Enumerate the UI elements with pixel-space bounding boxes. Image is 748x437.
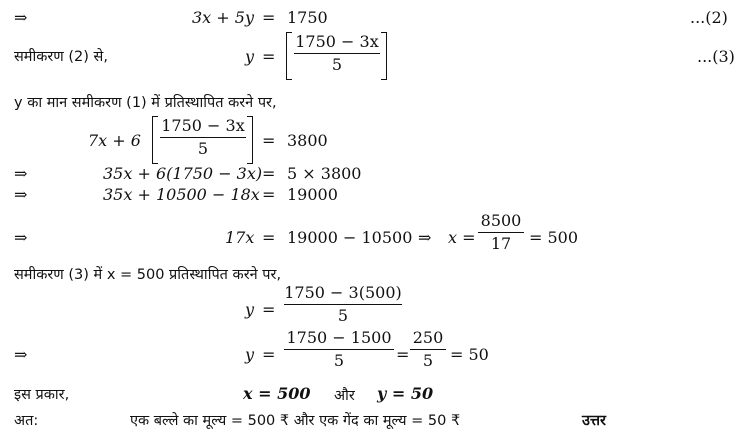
fraction-bar: [410, 349, 446, 350]
fraction: [294, 33, 380, 74]
fraction-bar: [284, 349, 394, 350]
denominator: 5: [333, 351, 345, 370]
arrow: ⇒: [14, 164, 28, 183]
fraction-bar: [478, 232, 524, 233]
numerator: 1750 − 3x: [295, 32, 379, 51]
equals: =: [262, 131, 276, 150]
arrow: ⇒: [14, 8, 28, 27]
expr: 7x + 6: [88, 131, 141, 150]
bracket-right: [247, 116, 253, 164]
equation-rhs: 1750: [287, 8, 328, 27]
expr: 35x + 10500 − 18x: [103, 185, 260, 204]
step-text: y का मान समीकरण (1) में प्रतिस्थापित करने पर,: [14, 95, 277, 111]
numerator: 1750 − 3x: [161, 116, 245, 135]
final-answer: एक बल्ले का मूल्य = 500 ₹ और एक गेंद का मूल्य = 50 ₹: [130, 413, 461, 429]
denominator: 17: [490, 234, 512, 253]
denominator: 5: [197, 139, 209, 158]
arrow: ⇒: [418, 228, 432, 247]
equation-rhs: 3800: [287, 131, 328, 150]
fraction: [160, 117, 246, 158]
equals: =: [262, 228, 276, 247]
equation-tag: ...(3): [697, 47, 735, 66]
equals: =: [262, 164, 276, 183]
step-label: अत:: [14, 413, 39, 429]
var-y: y: [245, 300, 255, 319]
fraction: [478, 212, 524, 253]
var-y: y: [245, 345, 255, 364]
fraction: [410, 329, 446, 370]
step-label: समीकरण (2) से,: [14, 49, 108, 65]
equation-rhs: 5 × 3800: [287, 164, 362, 183]
equation-lhs: [192, 8, 254, 27]
denominator: 5: [422, 351, 434, 370]
bracket-left: [286, 32, 292, 80]
step-label: इस प्रकार,: [14, 387, 70, 403]
equals: =: [262, 345, 276, 364]
fraction-bar: [294, 53, 380, 54]
equals: =: [396, 345, 410, 364]
fraction-bar: [284, 304, 402, 305]
denominator: 5: [331, 55, 343, 74]
expr: 17x: [225, 228, 255, 247]
result-y: y = 50: [377, 384, 434, 403]
equals: =: [262, 300, 276, 319]
bracket-right: [381, 32, 387, 80]
conjunction: और: [334, 388, 355, 404]
result: = 500: [529, 228, 579, 247]
result-x: x = 500: [243, 384, 311, 403]
arrow: ⇒: [14, 185, 28, 204]
answer-mark: उत्तर: [582, 413, 606, 429]
var-x: x =: [448, 228, 476, 247]
expr: 3x + 5y: [192, 8, 254, 27]
denominator: 5: [337, 306, 349, 325]
fraction: [284, 329, 394, 370]
bracket-left: [152, 116, 158, 164]
result: = 50: [450, 345, 489, 364]
var-y: y: [245, 47, 255, 66]
numerator: 1750 − 3(500): [284, 283, 402, 302]
equals: =: [262, 47, 276, 66]
equals: =: [262, 185, 276, 204]
equation-rhs: 19000: [287, 185, 338, 204]
arrow: ⇒: [14, 228, 28, 247]
fraction: [284, 284, 402, 325]
equation-tag: ...(2): [690, 8, 728, 27]
arrow: ⇒: [14, 345, 28, 364]
equals: =: [262, 8, 276, 27]
expr: 35x + 6(1750 − 3x): [103, 164, 263, 183]
fraction-bar: [160, 137, 246, 138]
numerator: 250: [412, 328, 444, 347]
step-text: समीकरण (3) में x = 500 प्रतिस्थापित करने पर,: [14, 267, 282, 283]
equation-rhs: 19000 − 10500: [287, 228, 413, 247]
numerator: 1750 − 1500: [286, 328, 392, 347]
numerator: 8500: [480, 211, 522, 230]
